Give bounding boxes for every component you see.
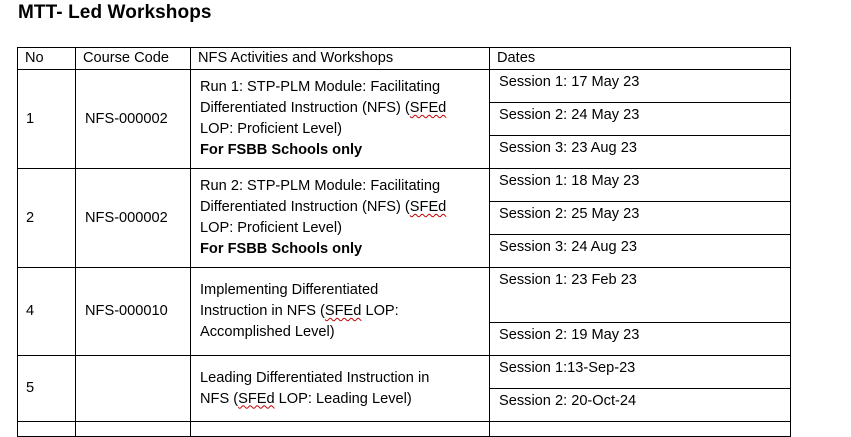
table-row xyxy=(18,70,791,103)
activity-note: For FSBB Schools only xyxy=(200,142,363,158)
session-date: Session 2: 19 May 23 xyxy=(490,323,791,356)
workshops-table xyxy=(17,47,791,437)
empty-cell xyxy=(191,422,490,437)
activity-line: Run 2: STP-PLM Module: Facilitating xyxy=(200,178,441,194)
course-code: NFS-000010 xyxy=(76,268,191,356)
table-row xyxy=(18,169,791,202)
row-number: 2 xyxy=(18,169,76,268)
activity-cell xyxy=(191,169,490,268)
session-date: Session 1: 23 Feb 23 xyxy=(490,268,791,323)
session-date: Session 1: 17 May 23 xyxy=(490,70,791,103)
activity-line: Differentiated Instruction (NFS) (SFEd xyxy=(200,100,447,116)
activity-cell xyxy=(191,268,490,356)
header-activities: NFS Activities and Workshops xyxy=(191,48,490,70)
session-date: Session 1: 18 May 23 xyxy=(490,169,791,202)
header-course-code: Course Code xyxy=(76,48,191,70)
row-number: 5 xyxy=(18,356,76,422)
activity-line: LOP: Proficient Level) xyxy=(200,220,342,236)
activity-line: Leading Differentiated Instruction in xyxy=(200,369,430,386)
activity-line: Implementing Differentiated xyxy=(200,282,379,298)
empty-cell xyxy=(76,422,191,437)
row-number: 4 xyxy=(18,268,76,356)
activity-line: Instruction in NFS (SFEd LOP: xyxy=(200,303,399,319)
activity-line: NFS (SFEd LOP: Leading Level) xyxy=(200,390,412,407)
table-header-row xyxy=(18,48,791,70)
table-row xyxy=(18,268,791,323)
session-date: Session 2: 24 May 23 xyxy=(490,103,791,136)
activity-cell xyxy=(191,70,490,169)
session-date: Session 2: 25 May 23 xyxy=(490,202,791,235)
page-title: MTT- Led Workshops xyxy=(18,2,212,23)
activity-line: Accomplished Level) xyxy=(200,324,335,340)
activity-cell xyxy=(191,356,490,422)
empty-cell xyxy=(18,422,76,437)
session-date: Session 1:13-Sep-23 xyxy=(490,356,791,389)
course-code: NFS-000002 xyxy=(76,70,191,169)
table-row xyxy=(18,356,791,389)
table-row-partial xyxy=(18,422,791,437)
header-no: No xyxy=(18,48,76,70)
session-date: Session 3: 23 Aug 23 xyxy=(490,136,791,169)
course-code xyxy=(76,356,191,422)
activity-note: For FSBB Schools only xyxy=(200,241,363,257)
header-dates: Dates xyxy=(490,48,791,70)
row-number: 1 xyxy=(18,70,76,169)
course-code: NFS-000002 xyxy=(76,169,191,268)
activity-line: Run 1: STP-PLM Module: Facilitating xyxy=(200,79,441,95)
empty-cell xyxy=(490,422,791,437)
activity-line: LOP: Proficient Level) xyxy=(200,121,342,137)
session-date: Session 2: 20-Oct-24 xyxy=(490,389,791,422)
session-date: Session 3: 24 Aug 23 xyxy=(490,235,791,268)
activity-line: Differentiated Instruction (NFS) (SFEd xyxy=(200,199,447,215)
